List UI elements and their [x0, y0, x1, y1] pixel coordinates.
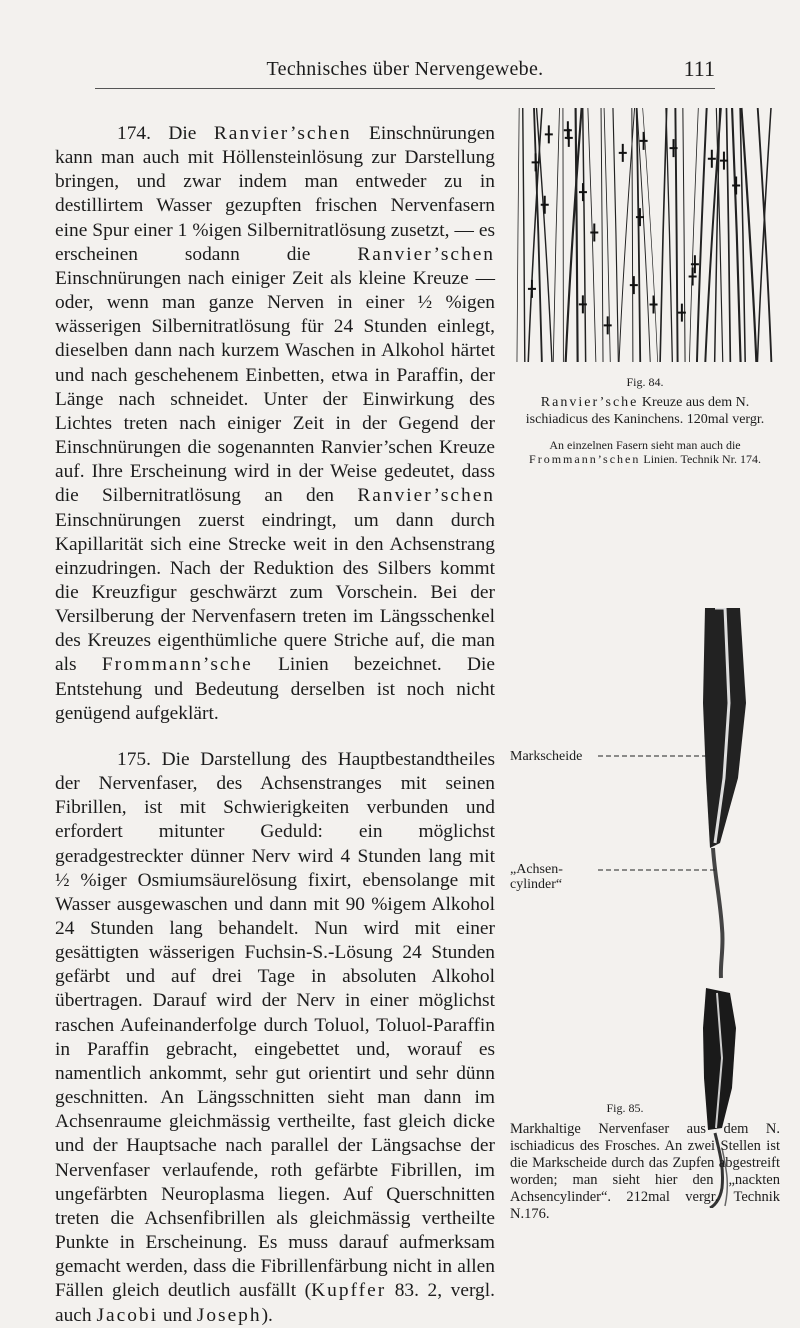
figure-84-image [510, 100, 780, 370]
figure-84-caption [510, 374, 780, 466]
paragraph-174: 174. Die Ranvier’schen Einschnürungen kann man auch mit Höllensteinlösung zur Darstellung bringen, und zwar indem man entweder zu in destillirtem Wasser gezupften frischen Nervenfasern eine Spur einer 1 %igen Silbernitratlösung zusetzt, — es erscheinen sodann die Ranvier’schen Einschnürungen nach einiger Zeit als kleine Kreuze — oder, wenn man ganze Nerven in einer ½ %igen wässerigen Silbernitratlösung für 24 Stunden einlegt, dieselben dann nach kurzem Waschen in Alkohol härtet und nach geschehenem Einbetten, etwa in Paraffin, der Länge nach schneidet. Unter der Einwirkung des Lichtes treten nach einiger Zeit in der Gegend der Einschnürungen die sogenannten Ranvier’schen Kreuze auf. Ihre Erscheinung wird in der Weise gedeutet, dass die Silbernitratlösung an den Ranvier’schen Einschnürungen zuerst eindringt, um dann durch Kapillarität sich eine Strecke weit in den Achsenstrang einzudringen. Nach der Reduktion des Silbers kommt die Kreuzfigur geschwärzt zum Vorschein. Bei der Versilberung der Nervenfasern treten im Längsschenkel des Kreuzes eigenthümliche quere Striche auf, die man als Frommann’sche Linien bezeichnet. Die Entstehung und Bedeutung derselben ist noch nicht genügend aufgeklärt. [55, 123, 495, 724]
paragraph-175: 175. Die Darstellung des Hauptbestandtheiles der Nervenfaser, des Achsenstranges mit seinen Fibrillen, ist mit Schwierigkeiten verbunden und erfordert mitunter Geduld: ein möglichst geradgestreckter dünner Nerv wird 4 Stunden lang mit ½ %iger Osmiumsäurelösung fixirt, ebensolange mit Wasser ausgewaschen und dann mit 90 %igem Alkohol 24 Stunden lang behandelt. Nun wird mit einer gesättigten wässerigen Fuchsin-S.-Lösung 24 Stunden gefärbt und auf drei Tage in absoluten Alkohol übertragen. Darauf wird der Nerv in einer möglichst raschen Aufeinanderfolge durch Toluol, Toluol-Paraffin in Paraffin gebracht, eingebettet und, worauf es namentlich ankommt, sehr gut orientirt und sehr dünn geschnitten. An Längsschnitten sieht man dann im Achsenraume gleichmässig vertheilte, fast gleich dicke und der Hauptsache nach parallel der Längsachse der Nervenfaser verlaufende, roth gefärbte Fibrillen, im ungefärbten Neuroplasma liegen. Auf Querschnitten treten die Achsenfibrillen als gleichmässig vertheilte Punkte in Erscheinung. Es muss darauf aufmerksam gemacht werden, dass die Fibrillenfärbung nicht in allen Fällen gleich deutlich ausfällt (Kupffer 83. 2, vergl. auch Jacobi und Joseph). [55, 748, 495, 1326]
figure-85-number: Fig. 85. [606, 1101, 644, 1115]
page-header [95, 58, 715, 89]
myelin-sheath-upper [703, 608, 746, 848]
figure-85-caption-text: Markhaltige Nervenfaser aus dem N. ischiadicus des Frosches. An zwei Stellen ist die Markscheide durch das Zupfen abgestreift worden; man sieht hier den „nackten Achsencylinder“. 212mal vergr. Technik N.176. [510, 1121, 780, 1222]
main-text-column [55, 122, 495, 1328]
figure-85-caption [510, 1100, 780, 1223]
label-markscheide: Markscheide [510, 749, 583, 764]
figure-84-caption-text: Ranvier’sche Kreuze aus dem N. ischiadicus des Kaninchens. 120mal vergr. [525, 395, 765, 427]
running-title: Technisches über Nervengewebe. [266, 58, 544, 80]
page-number: 111 [683, 56, 715, 81]
figure-84-number: Fig. 84. [626, 375, 664, 389]
label-achsencylinder: „Achsen- cylinder“ [510, 862, 563, 892]
naked-axon-upper [713, 848, 723, 978]
figure-84-note: An einzelnen Fasern sieht man auch die Frommann’schen Linien. Technik Nr. 174. [529, 438, 761, 466]
